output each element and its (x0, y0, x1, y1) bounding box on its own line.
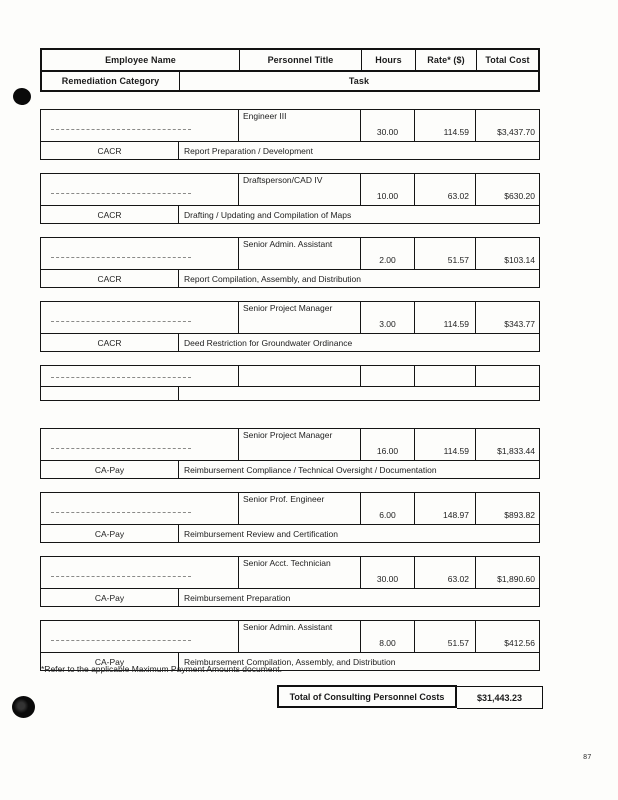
personnel-title-cell (239, 366, 361, 386)
hours-cell: 6.00 (361, 493, 415, 524)
total-cost-cell: $3,437.70 (497, 127, 535, 137)
redacted-name-mark (51, 257, 191, 258)
redacted-name-mark (51, 129, 191, 130)
personnel-entry (40, 301, 540, 352)
rate-cell: 114.59 (415, 110, 476, 141)
hours-cell: 16.00 (361, 429, 415, 460)
total-cost-cell: $412.56 (504, 638, 535, 648)
personnel-cost-table (40, 48, 540, 671)
hours-cell: 3.00 (361, 302, 415, 333)
hours-cell: 30.00 (361, 557, 415, 588)
remediation-category-cell: CA-Pay (41, 461, 179, 478)
personnel-entry-empty (40, 365, 540, 401)
hours-cell: 10.00 (361, 174, 415, 205)
task-cell: Reimbursement Preparation (184, 592, 291, 603)
redacted-name-mark (51, 640, 191, 641)
total-cost-cell: $630.20 (504, 191, 535, 201)
col-header-rate: Rate* ($) (416, 50, 477, 70)
total-cost-cell: $1,890.60 (497, 574, 535, 584)
employee-name-cell (41, 429, 239, 460)
redacted-name-mark (51, 448, 191, 449)
hours-cell: 2.00 (361, 238, 415, 269)
task-cell: Reimbursement Review and Certification (184, 528, 339, 539)
redacted-name-mark (51, 512, 191, 513)
hours-cell (361, 366, 415, 386)
total-cost-cell: $343.77 (504, 319, 535, 329)
total-cost-cell: $893.82 (504, 510, 535, 520)
personnel-title-cell: Draftsperson/CAD IV (239, 174, 361, 205)
hole-punch-mark-top (12, 87, 32, 106)
personnel-title-cell: Senior Admin. Assistant (239, 621, 361, 652)
page-number: 87 (583, 753, 592, 761)
col-header-hours: Hours (362, 50, 416, 70)
redacted-name-mark (51, 377, 191, 378)
redacted-name-mark (51, 321, 191, 322)
personnel-entry (40, 237, 540, 288)
employee-name-cell (41, 557, 239, 588)
personnel-entry (40, 492, 540, 543)
table-header-row-1 (42, 50, 538, 70)
col-header-task: Task (348, 76, 370, 86)
employee-name-cell (41, 302, 239, 333)
remediation-category-cell (41, 387, 179, 400)
employee-name-cell (41, 238, 239, 269)
personnel-entry (40, 556, 540, 607)
hours-cell: 8.00 (361, 621, 415, 652)
total-cost-cell: $103.14 (504, 255, 535, 265)
employee-name-cell (41, 493, 239, 524)
remediation-category-cell: CACR (41, 142, 179, 159)
task-cell: Report Preparation / Development (184, 145, 313, 156)
total-row (277, 685, 543, 709)
personnel-entry (40, 173, 540, 224)
remediation-category-cell: CA-Pay (41, 525, 179, 542)
table-header-row-2 (42, 70, 538, 90)
rate-cell: 148.97 (415, 493, 476, 524)
task-cell: Drafting / Updating and Compilation of Maps (184, 209, 352, 220)
task-cell: Reimbursement Compliance / Technical Oversight / Documentation (184, 464, 437, 475)
col-header-total-cost: Total Cost (485, 55, 530, 65)
task-cell: Deed Restriction for Groundwater Ordinance (184, 337, 353, 348)
personnel-title-cell: Senior Acct. Technician (239, 557, 361, 588)
redacted-name-mark (51, 576, 191, 577)
task-cell (179, 387, 539, 400)
col-header-employee-name: Employee Name (42, 50, 240, 70)
personnel-title-cell: Senior Admin. Assistant (239, 238, 361, 269)
personnel-title-cell: Senior Project Manager (239, 429, 361, 460)
remediation-category-cell: CACR (41, 334, 179, 351)
hours-cell: 30.00 (361, 110, 415, 141)
task-cell: Reimbursement Compilation, Assembly, and Distribution (184, 656, 396, 667)
remediation-category-cell: CA-Pay (41, 589, 179, 606)
personnel-entry (40, 109, 540, 160)
rate-cell (415, 366, 476, 386)
rate-cell: 63.02 (415, 557, 476, 588)
employee-name-cell (41, 366, 239, 386)
total-cost-cell: $1,833.44 (497, 446, 535, 456)
hole-punch-mark-bottom (12, 696, 35, 718)
rate-cell: 51.57 (415, 238, 476, 269)
footnote: *Refer to the applicable Maximum Payment Amounts document. (41, 664, 282, 674)
employee-name-cell (41, 621, 239, 652)
personnel-entry (40, 428, 540, 479)
personnel-title-cell: Senior Prof. Engineer (239, 493, 361, 524)
employee-name-cell (41, 110, 239, 141)
total-label: Total of Consulting Personnel Costs (277, 685, 457, 708)
employee-name-cell (41, 174, 239, 205)
rate-cell: 63.02 (415, 174, 476, 205)
total-cost-cell (476, 366, 539, 386)
personnel-title-cell: Senior Project Manager (239, 302, 361, 333)
redacted-name-mark (51, 193, 191, 194)
table-header (40, 48, 540, 92)
total-value: $31,443.23 (457, 686, 543, 709)
task-cell: Report Compilation, Assembly, and Distribution (184, 273, 362, 284)
remediation-category-cell: CA-Pay (41, 653, 179, 670)
col-header-remediation-category: Remediation Category (42, 72, 180, 90)
rate-cell: 114.59 (415, 429, 476, 460)
col-header-personnel-title: Personnel Title (240, 50, 362, 70)
remediation-category-cell: CACR (41, 206, 179, 223)
rate-cell: 51.57 (415, 621, 476, 652)
remediation-category-cell: CACR (41, 270, 179, 287)
personnel-title-cell: Engineer III (239, 110, 361, 141)
rate-cell: 114.59 (415, 302, 476, 333)
